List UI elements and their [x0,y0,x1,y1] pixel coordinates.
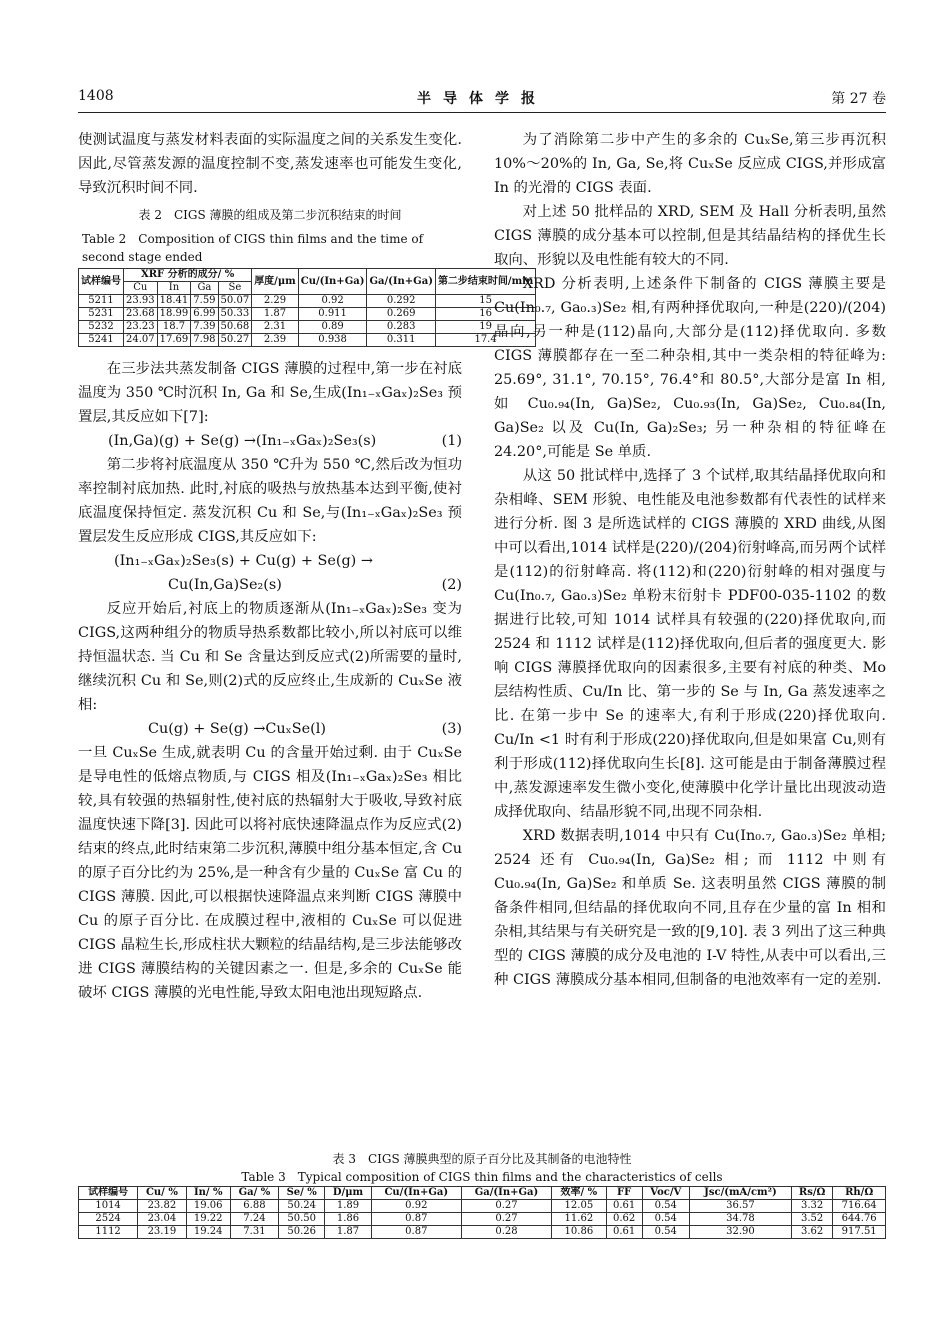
th-xrf: XRF 分析的成分/ % [124,269,252,282]
table2-body [79,295,536,347]
paragraph: 第二步将衬底温度从 350 ℃升为 550 ℃,然后改为恒功率控制衬底加热. 此时,衬底的吸热与放热基本达到平衡,使衬底温度保持恒定. 蒸发沉积 Cu 和 Se,与(In₁₋ₓGaₓ)₂Se₃ 预置层发生反应形成 CIGS,其反应如下: [78,457,462,545]
table-cell: 19 [435,321,535,334]
table-cell: 50.68 [218,321,252,334]
table-cell: 7.31 [230,1226,278,1239]
table-cell: 2.29 [252,295,299,308]
table-header-cell: D/μm [325,1187,371,1200]
table-cell: 0.292 [367,295,435,308]
table-cell: 16 [435,308,535,321]
table-cell: 0.92 [371,1200,461,1213]
table-row [79,1200,886,1213]
table-cell: 0.89 [298,321,367,334]
table-cell: 1.87 [252,308,299,321]
table-cell: 0.27 [461,1200,551,1213]
table3-header-row [79,1187,886,1200]
paragraph: 为了消除第二步中产生的多余的 CuₓSe,第三步再沉积 10%～20%的 In, Ga, Se,将 CuₓSe 反应成 CIGS,并形成富 In 的光滑的 CIGS 表面. [494,132,886,196]
paragraph: 反应开始后,衬底上的物质逐渐从(In₁₋ₓGaₓ)₂Se₃ 变为 CIGS,这两种组分的物质导热系数都比较小,所以衬底可以维持恒温状态. 当 Cu 和 Se 含量达到反应式(2)所需要的量时,继续沉积 Cu 和 Se,则(2)式的反应终止,生成新的 CuₓSe 液相: [78,601,462,713]
table-cell: 50.26 [279,1226,325,1239]
table-cell: 0.54 [642,1226,689,1239]
table-cell: 1112 [79,1226,138,1239]
table-cell: 644.76 [833,1213,886,1226]
table-cell: 23.68 [124,308,158,321]
table-cell: 18.7 [157,321,191,334]
table-header-cell: Rh/Ω [833,1187,886,1200]
table-cell: 50.24 [279,1200,325,1213]
table-cell: 0.87 [371,1213,461,1226]
table3-caption-en: Table 3 Typical composition of CIGS thin films and the characteristics of cells [241,1170,723,1184]
right-column [494,128,886,992]
th-cu-ratio: Cu/(In+Ga) [298,269,367,295]
table-cell: 5232 [79,321,124,334]
table-cell: 1014 [79,1200,138,1213]
table-cell: 5211 [79,295,124,308]
table-cell: 23.19 [138,1226,186,1239]
paragraph: 从这 50 批试样中,选择了 3 个试样,取其结晶择优取向和杂相峰、SEM 形貌、电性能及电池参数都有代表性的试样来进行分析. 图 3 是所选试样的 CIGS 薄膜的 XRD 曲线,从图中可以看出,1014 试样是(220)/(204)衍射峰高,而另两个试样是(112)的衍射峰高. 将(112)和(220)衍射峰的相对强度与 Cu(In₀.₇, Ga₀.₃)Se₂ 单粉末衍射卡 PDF00-035-1102 的数据进行比较,可知 1014 试样具有较强的(220)择优取向,而 2524 和 1112 试样是(112)择优取向,但后者的强度更大. 影响 CIGS 薄膜择优取向的因素很多,主要有衬底的种类、Mo 层结构性质、Cu/In 比、第一步的 Se 与 In, Ga 蒸发速率之比. 在第一步中 Se 的速率大,有利于形成(220)择优取向. Cu/In <1 时有利于形成(220)择优取向,但是如果富 Cu,则有利于形成(112)择优取向生长[8]. 这可能是由于制备薄膜过程中,蒸发源速率发生微小变化,使薄膜中化学计量比出现波动造成择优取向、结晶形貌不同,出现不同杂相. [494,468,886,820]
table-header-cell: Se/ % [279,1187,325,1200]
table-cell: 6.99 [191,308,218,321]
table-cell: 0.61 [606,1200,642,1213]
page-header [78,88,886,110]
table-cell: 0.311 [367,334,435,347]
equation-text: (In,Ga)(g) + Se(g) →(In₁₋ₓGaₓ)₂Se₃(s) [108,433,377,449]
table-cell: 5241 [79,334,124,347]
table-row [79,321,536,334]
table-header-cell: Jsc/(mA/cm²) [689,1187,791,1200]
paragraph: 使测试温度与蒸发材料表面的实际温度之间的关系发生变化. 因此,尽管蒸发源的温度控制不变,蒸发速率也可能发生变化,导致沉积时间不同. [78,132,462,196]
table2-caption-en: Table 2 Composition of CIGS thin films and the time of second stage ended [82,232,424,264]
table-cell: 3.32 [791,1200,832,1213]
table-cell: 11.62 [552,1213,607,1226]
equation-1 [78,429,462,453]
table-cell: 7.24 [230,1213,278,1226]
table-cell: 0.938 [298,334,367,347]
equation-text: Cu(In,Ga)Se₂(s) [168,577,282,593]
table-cell: 19.24 [186,1226,230,1239]
table-cell: 23.23 [124,321,158,334]
table-cell: 17.4 [435,334,535,347]
table-cell: 19.22 [186,1213,230,1226]
table-cell: 2.31 [252,321,299,334]
paragraph: XRD 数据表明,1014 中只有 Cu(In₀.₇, Ga₀.₃)Se₂ 单相; 2524 还有 Cu₀.₉₄(In, Ga)Se₂ 相; 而 1112 中则有 Cu₀.₉₄(In, Ga)Se₂ 和单质 Se. 这表明虽然 CIGS 薄膜的制备条件相同,但结晶的择优取向不同,且存在少量的富 In 相和杂相,其结果与有关研究是一致的[9,10]. 表 3 列出了这三种典型的 CIGS 薄膜的成分及电池的 I-V 特性,从表中可以看出,三种 CIGS 薄膜成分基本相同,但制备的电池效率有一定的差别. [494,828,886,988]
table-header-cell: Ga/(In+Ga) [461,1187,551,1200]
table-cell: 0.911 [298,308,367,321]
table-cell: 50.27 [218,334,252,347]
table-header-cell: Cu/ % [138,1187,186,1200]
table-row [79,1226,886,1239]
table-cell: 7.39 [191,321,218,334]
table-cell: 50.33 [218,308,252,321]
paragraph: XRD 分析表明,上述条件下制备的 CIGS 薄膜主要是 Cu(In₀.₇, Ga₀.₃)Se₂ 相,有两种择优取向,一种是(220)/(204)晶向,另一种是(112)晶向,大部分是(112)择优取向. 多数 CIGS 薄膜都存在一至二种杂相,其中一类杂相的特征峰为: 25.69°, 31.1°, 70.15°, 76.4°和 80.5°,大部分是富 In 相,如 Cu₀.₉₄(In, Ga)Se₂, Cu₀.₉₃(In, Ga)Se₂, Cu₀.₈₄(In, Ga)Se₂ 以及 Cu(In, Ga)₂Se₃; 另一种杂相的特征峰在 24.20°,可能是 Se 单质. [494,276,886,460]
equation-text: Cu(g) + Se(g) →CuₓSe(l) [148,721,326,737]
th-time: 第二步结束时间/min [435,269,535,295]
table-row [79,295,536,308]
table-cell: 3.62 [791,1226,832,1239]
th-in: In [157,282,191,295]
page-number: 1408 [78,88,114,104]
table-cell: 0.269 [367,308,435,321]
table2 [78,268,536,347]
table-cell: 10.86 [552,1226,607,1239]
table-header-cell: Cu/(In+Ga) [371,1187,461,1200]
table-cell: 7.59 [191,295,218,308]
table-cell: 50.07 [218,295,252,308]
equation-number: (3) [441,721,462,737]
table-cell: 50.50 [279,1213,325,1226]
table-cell: 5231 [79,308,124,321]
table-cell: 2.39 [252,334,299,347]
paragraph: 对上述 50 批样品的 XRD, SEM 及 Hall 分析表明,虽然 CIGS 薄膜的成分基本可以控制,但是其结晶结构的择优生长取向、形貌以及电性能有较大的不同. [494,204,886,268]
table-cell: 36.57 [689,1200,791,1213]
table-cell: 7.98 [191,334,218,347]
th-cu: Cu [124,282,158,295]
paragraph: 一旦 CuₓSe 生成,就表明 Cu 的含量开始过剩. 由于 CuₓSe 是导电性的低熔点物质,与 CIGS 相及(In₁₋ₓGaₓ)₂Se₃ 相比较,具有较强的热辐射性,使衬底的热辐射大于吸收,导致衬底温度快速下降[3]. 因此可以将衬底快速降温点作为反应式(2)结束的终点,此时结束第二步沉积,薄膜中组分基本恒定,含 Cu 的原子百分比约为 25%,是一种含有少量的 CuₓSe 富 Cu 的 CIGS 薄膜. 因此,可以根据快速降温点来判断 CIGS 薄膜中 Cu 的原子百分比. 在成膜过程中,液相的 CuₓSe 可以促进 CIGS 晶粒生长,形成柱状大颗粒的结晶结构,是三步法能够改进 CIGS 薄膜结构的关键因素之一. 但是,多余的 CuₓSe 能破坏 CIGS 薄膜的光电性能,导致太阳电池出现短路点. [78,745,462,1001]
table-cell: 3.52 [791,1213,832,1226]
th-sample: 试样编号 [79,269,124,295]
table-row [79,334,536,347]
header-rule [78,112,886,113]
equation-number: (2) [441,577,462,593]
table-cell: 0.92 [298,295,367,308]
table3-caption-cn: 表 3 CIGS 薄膜典型的原子百分比及其制备的电池特性 [332,1152,632,1166]
table-header-cell: Voc/V [642,1187,689,1200]
table-cell: 1.86 [325,1213,371,1226]
table-cell: 1.89 [325,1200,371,1213]
table-cell: 0.62 [606,1213,642,1226]
table-cell: 0.87 [371,1226,461,1239]
table-cell: 24.07 [124,334,158,347]
table-cell: 1.87 [325,1226,371,1239]
th-thickness: 厚度/μm [252,269,299,295]
table-cell: 0.54 [642,1200,689,1213]
table3-block [78,1150,886,1239]
table-header-cell: Rs/Ω [791,1187,832,1200]
equation-2-line1: (In₁₋ₓGaₓ)₂Se₃(s) + Cu(g) + Se(g) → [114,553,373,569]
table-cell: 0.28 [461,1226,551,1239]
table-cell: 17.69 [157,334,191,347]
th-se: Se [218,282,252,295]
table-cell: 19.06 [186,1200,230,1213]
table-row [79,1213,886,1226]
table-cell: 12.05 [552,1200,607,1213]
table-cell: 0.61 [606,1226,642,1239]
paragraph: 在三步法共蒸发制备 CIGS 薄膜的过程中,第一步在衬底温度为 350 ℃时沉积 In, Ga 和 Se,生成(In₁₋ₓGaₓ)₂Se₃ 预置层,其反应如下[7]: [78,361,462,425]
th-ga-ratio: Ga/(In+Ga) [367,269,435,295]
table-cell: 23.93 [124,295,158,308]
volume-label: 第 27 卷 [831,91,886,107]
table-cell: 6.88 [230,1200,278,1213]
table-cell: 2524 [79,1213,138,1226]
table-cell: 18.41 [157,295,191,308]
table-cell: 917.51 [833,1226,886,1239]
table-cell: 18.99 [157,308,191,321]
table-cell: 0.283 [367,321,435,334]
table-header-cell: 试样编号 [79,1187,138,1200]
equation-3 [78,717,462,741]
table-cell: 32.90 [689,1226,791,1239]
table-cell: 0.54 [642,1213,689,1226]
table-cell: 23.82 [138,1200,186,1213]
equation-2-line2 [78,573,462,597]
equation-number: (1) [441,433,462,449]
journal-title: 半导体学报 [417,91,547,107]
table-header-cell: Ga/ % [230,1187,278,1200]
table-cell: 34.78 [689,1213,791,1226]
table-row [79,308,536,321]
table3 [78,1186,886,1239]
table-header-cell: In/ % [186,1187,230,1200]
table-cell: 716.64 [833,1200,886,1213]
th-ga: Ga [191,282,218,295]
table2-caption-cn: 表 2 CIGS 薄膜的组成及第二步沉积结束的时间 [138,208,402,222]
table-header-cell: 效率/ % [552,1187,607,1200]
table-header-cell: FF [606,1187,642,1200]
left-column [78,128,534,1005]
table3-body [79,1200,886,1239]
table-cell: 15 [435,295,535,308]
table-cell: 23.04 [138,1213,186,1226]
table-cell: 0.27 [461,1213,551,1226]
